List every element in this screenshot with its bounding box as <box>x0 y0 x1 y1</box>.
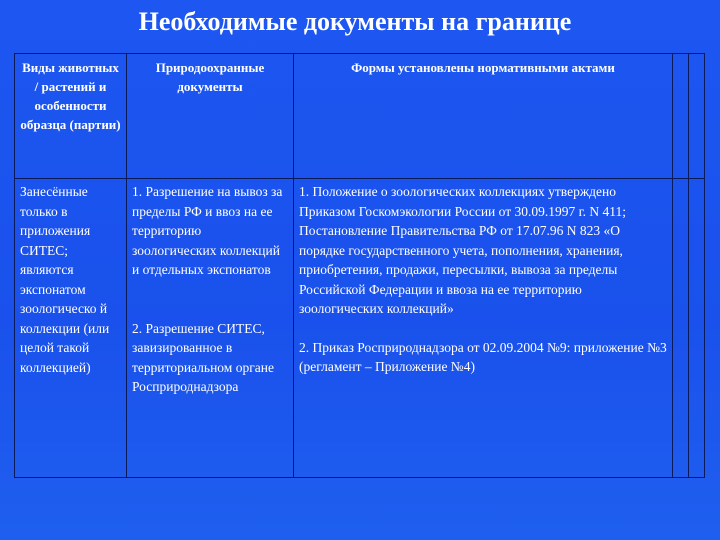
header-species-type: Виды животных / растений и особенности образца (партии) <box>15 54 127 179</box>
header-empty-column-2 <box>689 54 705 179</box>
documents-table <box>14 53 705 478</box>
header-nature-documents: Природоохранные документы <box>127 54 294 179</box>
header-regulatory-forms: Формы установлены нормативными актами <box>294 54 673 179</box>
slide-title: Необходимые документы на границе <box>138 7 572 36</box>
document-item-1: 1. Разрешение на вывоз за пределы РФ и ввоз на ее территорию зоологических коллекций и отдельных экспонатов <box>132 184 283 277</box>
cell-empty-2 <box>689 179 705 478</box>
cell-regulatory-acts <box>294 179 673 478</box>
regulation-item-1b: Постановление Правительства РФ от 17.07.96 N 823 «О порядке государственного учета, пополнения, хранения, приобретения, продажи, пересылки, вывоза за пределы Российской Федерации и ввоза на ее территорию зоологических коллекций» <box>299 223 623 316</box>
cell-species-description <box>15 179 127 478</box>
regulation-item-1a: 1. Положение о зоологических коллекциях утверждено Приказом Госкомэкологии России от 30.09.1997 г. N 411; <box>299 184 627 219</box>
regulation-item-2: 2. Приказ Росприроднадзора от 02.09.2004 №9: приложение №3 (регламент – Приложение №4) <box>299 339 667 374</box>
cell-nature-documents <box>127 179 294 478</box>
document-item-2: 2. Разрешение СИТЕС, завизированное в территориальном органе Росприроднадзора <box>132 320 274 394</box>
table-row <box>15 179 705 478</box>
table-header-row <box>15 54 705 179</box>
header-empty-column-1 <box>673 54 689 179</box>
species-description-text: Занесённые только в приложения СИТЕС; являются экспонатом зоологическо й коллекции (или целой такой коллекцией) <box>20 184 110 375</box>
cell-empty-1 <box>673 179 689 478</box>
